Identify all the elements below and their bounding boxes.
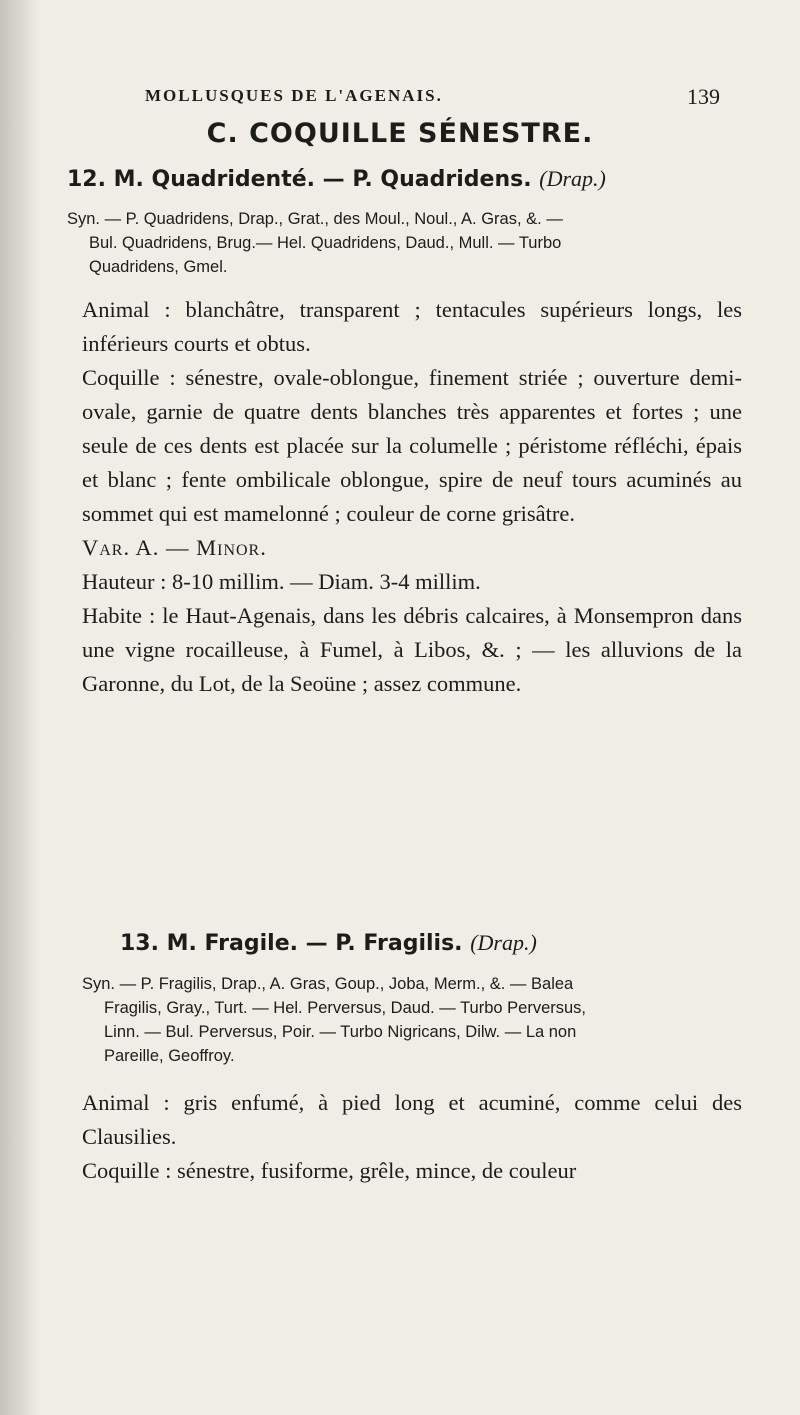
dimensions-line: Hauteur : 8-10 millim. — Diam. 3-4 millim.: [82, 569, 481, 594]
syn-line: Pareille, Geoffroy.: [104, 1047, 235, 1065]
running-title: MOLLUSQUES DE L'AGENAIS.: [145, 86, 443, 105]
entry-12-synonyms: [67, 207, 747, 279]
entry-12-title: 12. M. Quadridenté. — P. Quadridens.: [67, 167, 532, 192]
entry-13-synonyms: [82, 972, 742, 1068]
syn-line: Bul. Quadridens, Brug.— Hel. Quadridens, Daud., Mull. — Turbo: [89, 234, 562, 252]
habitat-paragraph: Habite : le Haut-Agenais, dans les débris calcaires, à Monsempron dans une vigne rocailleuse, à Fumel, à Libos, &. ; — les alluvions de la Garonne, du Lot, de la Seoüne ; assez commune.: [82, 603, 742, 696]
coquille-paragraph: Coquille : sénestre, ovale-oblongue, finement striée ; ouverture demi-ovale, garnie de quatre dents blanches très apparentes et fortes ; une seule de ces dents est placée sur la columelle ; péristome réfléchi, épais et blanc ; fente ombilicale oblongue, spire de neuf tours acuminés au sommet qui est mamelonné ; couleur de corne grisâtre.: [82, 365, 742, 526]
animal-paragraph: Animal : gris enfumé, à pied long et acuminé, comme celui des Clausilies.: [82, 1090, 742, 1149]
entry-12-body: [82, 293, 742, 701]
animal-paragraph: Animal : blanchâtre, transparent ; tentacules supérieurs longs, les inférieurs courts et obtus.: [82, 297, 742, 356]
coquille-paragraph: Coquille : sénestre, fusiforme, grêle, mince, de couleur: [82, 1158, 577, 1183]
syn-line: Fragilis, Gray., Turt. — Hel. Perversus, Daud. — Turbo Perversus,: [104, 999, 587, 1017]
page-edge-shadow: [0, 0, 40, 1415]
syn-line: Quadridens, Gmel.: [89, 258, 228, 276]
variety-line: Var. A. — Minor.: [82, 535, 267, 560]
entry-13-title: 13. M. Fragile. — P. Fragilis.: [120, 931, 463, 956]
entry-13-author: (Drap.): [470, 930, 537, 955]
section-title: C. COQUILLE SÉNESTRE.: [206, 118, 594, 149]
syn-line: Syn. — P. Quadridens, Drap., Grat., des Moul., Noul., A. Gras, &. —: [67, 210, 563, 228]
page-number: 139: [687, 84, 720, 109]
syn-line: Syn. — P. Fragilis, Drap., A. Gras, Goup., Joba, Merm., &. — Balea: [82, 975, 574, 993]
entry-13-heading: [120, 930, 800, 956]
entry-13-body: [82, 1086, 742, 1188]
entry-12-author: (Drap.): [539, 166, 606, 191]
syn-line: Linn. — Bul. Perversus, Poir. — Turbo Nigricans, Dilw. — La non: [104, 1023, 577, 1041]
entry-12-heading: [67, 166, 747, 192]
